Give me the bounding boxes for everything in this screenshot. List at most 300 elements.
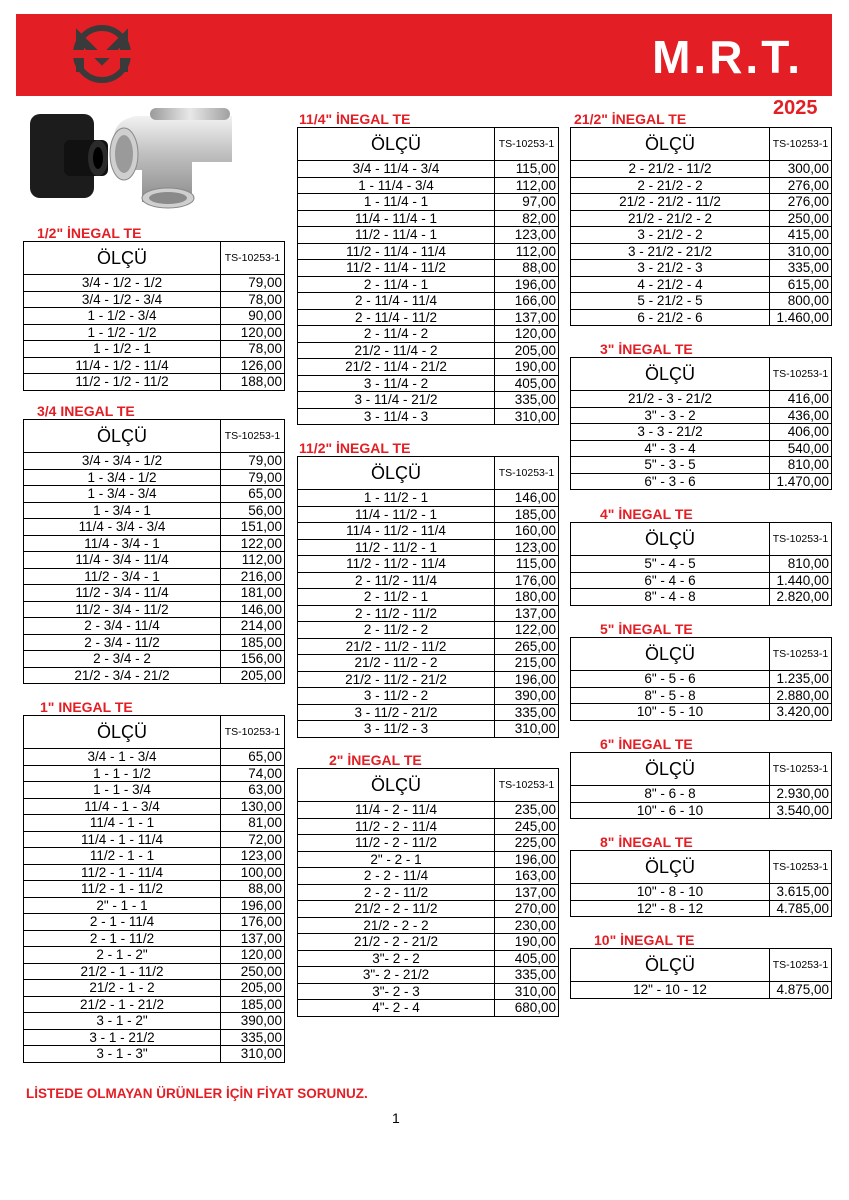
size-cell: 3" - 3 - 2 — [571, 407, 770, 424]
price-table — [570, 357, 832, 490]
size-cell: 21/2 - 11/2 - 21/2 — [298, 671, 495, 688]
table-row — [298, 523, 559, 540]
price-section — [570, 621, 832, 721]
price-cell: 146,00 — [495, 490, 559, 507]
section-title: 1/2" İNEGAL TE — [37, 225, 142, 241]
size-cell: 2 - 21/2 - 2 — [571, 177, 770, 194]
size-cell: 4" - 3 - 4 — [571, 440, 770, 457]
size-cell: 21/2 - 21/2 - 2 — [571, 210, 770, 227]
standard-column-header: TS-10253-1 — [770, 851, 832, 884]
table-row — [571, 786, 832, 803]
size-cell: 5 - 21/2 - 5 — [571, 293, 770, 310]
section-title: 6" İNEGAL TE — [600, 736, 693, 752]
price-cell: 123,00 — [495, 227, 559, 244]
section-title: 2" İNEGAL TE — [329, 752, 422, 768]
section-title: 21/2" İNEGAL TE — [574, 111, 687, 127]
size-cell: 1 - 1 - 3/4 — [24, 782, 221, 799]
size-column-header: ÖLÇÜ — [298, 128, 495, 161]
table-row — [571, 309, 832, 326]
table-row — [298, 884, 559, 901]
price-cell: 436,00 — [770, 407, 832, 424]
price-cell: 126,00 — [221, 357, 285, 374]
size-cell: 11/4 - 2 - 11/4 — [298, 802, 495, 819]
price-table — [570, 850, 832, 917]
price-cell: 335,00 — [221, 1029, 285, 1046]
table-row — [24, 749, 285, 766]
price-cell: 310,00 — [495, 983, 559, 1000]
size-cell: 1 - 11/4 - 3/4 — [298, 177, 495, 194]
price-cell: 78,00 — [221, 291, 285, 308]
table-row — [24, 996, 285, 1013]
size-cell: 11/2 - 1 - 11/2 — [24, 881, 221, 898]
size-cell: 3 - 11/2 - 3 — [298, 721, 495, 738]
price-cell: 4.875,00 — [770, 982, 832, 999]
table-row — [571, 407, 832, 424]
size-cell: 8" - 4 - 8 — [571, 589, 770, 606]
table-row — [571, 900, 832, 917]
table-row — [298, 934, 559, 951]
size-cell: 21/2 - 11/2 - 11/2 — [298, 638, 495, 655]
table-row — [298, 802, 559, 819]
price-cell: 276,00 — [770, 194, 832, 211]
price-cell: 181,00 — [221, 585, 285, 602]
price-cell: 185,00 — [221, 996, 285, 1013]
size-cell: 21/2 - 1 - 11/2 — [24, 963, 221, 980]
table-row — [24, 980, 285, 997]
table-row — [24, 308, 285, 325]
size-column-header: ÖLÇÜ — [571, 128, 770, 161]
price-cell: 180,00 — [495, 589, 559, 606]
price-cell: 122,00 — [495, 622, 559, 639]
price-cell: 3.615,00 — [770, 884, 832, 901]
table-header-row — [571, 753, 832, 786]
table-header-row — [298, 769, 559, 802]
table-row — [24, 502, 285, 519]
price-cell: 810,00 — [770, 457, 832, 474]
size-cell: 1 - 1/2 - 1 — [24, 341, 221, 358]
table-row — [298, 622, 559, 639]
price-cell: 335,00 — [495, 704, 559, 721]
table-row — [24, 963, 285, 980]
table-header-row — [298, 457, 559, 490]
size-cell: 3 - 11/2 - 2 — [298, 688, 495, 705]
size-cell: 11/4 - 1 - 1 — [24, 815, 221, 832]
standard-column-header: TS-10253-1 — [221, 716, 285, 749]
price-section — [570, 341, 832, 490]
table-row — [571, 177, 832, 194]
size-cell: 3 - 11/4 - 2 — [298, 375, 495, 392]
table-row — [571, 243, 832, 260]
table-row — [298, 572, 559, 589]
size-cell: 2 - 11/2 - 11/4 — [298, 572, 495, 589]
size-cell: 11/4 - 3/4 - 1 — [24, 535, 221, 552]
price-cell: 680,00 — [495, 1000, 559, 1017]
size-cell: 2 - 1 - 11/4 — [24, 914, 221, 931]
size-cell: 2 - 3/4 - 11/2 — [24, 634, 221, 651]
price-cell: 310,00 — [495, 721, 559, 738]
standard-column-header: TS-10253-1 — [770, 523, 832, 556]
size-cell: 1 - 1 - 1/2 — [24, 765, 221, 782]
price-cell: 214,00 — [221, 618, 285, 635]
size-cell: 3 - 1 - 3" — [24, 1046, 221, 1063]
table-row — [571, 194, 832, 211]
price-cell: 3.420,00 — [770, 704, 832, 721]
size-cell: 11/2 - 2 - 11/4 — [298, 818, 495, 835]
table-row — [298, 177, 559, 194]
size-cell: 2 - 11/4 - 11/2 — [298, 309, 495, 326]
price-table — [297, 456, 559, 738]
table-row — [298, 818, 559, 835]
table-header-row — [24, 420, 285, 453]
size-cell: 21/2 - 2 - 2 — [298, 917, 495, 934]
size-cell: 11/2 - 11/4 - 11/2 — [298, 260, 495, 277]
table-row — [24, 291, 285, 308]
size-cell: 3 - 1 - 21/2 — [24, 1029, 221, 1046]
size-cell: 21/2 - 1 - 2 — [24, 980, 221, 997]
price-cell: 120,00 — [221, 947, 285, 964]
size-cell: 6" - 3 - 6 — [571, 473, 770, 490]
table-row — [24, 947, 285, 964]
price-cell: 810,00 — [770, 556, 832, 573]
size-cell: 21/2 - 1 - 21/2 — [24, 996, 221, 1013]
table-row — [24, 651, 285, 668]
size-cell: 3 - 11/4 - 21/2 — [298, 392, 495, 409]
section-title: 8" İNEGAL TE — [600, 834, 693, 850]
size-cell: 1 - 1/2 - 3/4 — [24, 308, 221, 325]
size-cell: 3 - 11/4 - 3 — [298, 408, 495, 425]
price-table — [570, 948, 832, 999]
section-title: 3/4 INEGAL TE — [37, 403, 135, 419]
size-cell: 2 - 3/4 - 11/4 — [24, 618, 221, 635]
table-row — [24, 881, 285, 898]
table-row — [24, 453, 285, 470]
table-row — [24, 930, 285, 947]
size-column-header: ÖLÇÜ — [24, 242, 221, 275]
size-cell: 3 - 1 - 2" — [24, 1013, 221, 1030]
price-table — [297, 768, 559, 1017]
table-row — [298, 589, 559, 606]
table-row — [298, 967, 559, 984]
price-cell: 88,00 — [495, 260, 559, 277]
price-cell: 112,00 — [495, 177, 559, 194]
size-cell: 4 - 21/2 - 4 — [571, 276, 770, 293]
size-cell: 2 - 11/4 - 1 — [298, 276, 495, 293]
table-row — [24, 864, 285, 881]
table-row — [24, 469, 285, 486]
size-cell: 11/4 - 1/2 - 11/4 — [24, 357, 221, 374]
standard-column-header: TS-10253-1 — [221, 242, 285, 275]
table-row — [24, 601, 285, 618]
price-cell: 335,00 — [495, 967, 559, 984]
size-column-header: ÖLÇÜ — [24, 420, 221, 453]
table-row — [298, 671, 559, 688]
size-cell: 11/4 - 1 - 11/4 — [24, 831, 221, 848]
table-header-row — [24, 242, 285, 275]
size-cell: 3 - 3 - 21/2 — [571, 424, 770, 441]
size-cell: 1 - 11/2 - 1 — [298, 490, 495, 507]
price-cell: 310,00 — [221, 1046, 285, 1063]
price-section — [297, 111, 559, 425]
price-cell: 160,00 — [495, 523, 559, 540]
size-cell: 1 - 3/4 - 1/2 — [24, 469, 221, 486]
table-row — [298, 917, 559, 934]
table-row — [298, 260, 559, 277]
price-cell: 82,00 — [495, 210, 559, 227]
table-header-row — [571, 949, 832, 982]
price-cell: 112,00 — [221, 552, 285, 569]
table-row — [298, 506, 559, 523]
table-row — [298, 983, 559, 1000]
size-cell: 3/4 - 1 - 3/4 — [24, 749, 221, 766]
table-row — [298, 704, 559, 721]
price-cell: 1.460,00 — [770, 309, 832, 326]
price-cell: 130,00 — [221, 798, 285, 815]
price-cell: 415,00 — [770, 227, 832, 244]
table-row — [24, 765, 285, 782]
price-cell: 250,00 — [221, 963, 285, 980]
price-table — [570, 752, 832, 819]
table-row — [24, 1029, 285, 1046]
price-table — [23, 241, 285, 391]
table-row — [24, 552, 285, 569]
standard-column-header: TS-10253-1 — [770, 128, 832, 161]
price-table — [570, 522, 832, 606]
size-cell: 6" - 4 - 6 — [571, 572, 770, 589]
table-row — [571, 884, 832, 901]
size-column-header: ÖLÇÜ — [298, 769, 495, 802]
table-row — [24, 848, 285, 865]
price-cell: 416,00 — [770, 391, 832, 408]
price-cell: 196,00 — [495, 276, 559, 293]
size-cell: 2 - 1 - 2" — [24, 947, 221, 964]
price-cell: 88,00 — [221, 881, 285, 898]
price-section — [570, 834, 832, 917]
table-row — [571, 473, 832, 490]
price-table — [23, 419, 285, 684]
size-cell: 21/2 - 2 - 11/2 — [298, 901, 495, 918]
size-cell: 2 - 11/2 - 11/2 — [298, 605, 495, 622]
page-number: 1 — [392, 1110, 400, 1126]
price-section — [297, 440, 559, 738]
price-cell: 230,00 — [495, 917, 559, 934]
table-row — [24, 634, 285, 651]
table-row — [571, 982, 832, 999]
table-row — [571, 687, 832, 704]
table-row — [24, 568, 285, 585]
table-row — [298, 194, 559, 211]
price-table — [570, 127, 832, 326]
price-cell: 2.880,00 — [770, 687, 832, 704]
table-row — [571, 704, 832, 721]
footer-note: LİSTEDE OLMAYAN ÜRÜNLER İÇİN FİYAT SORUNUZ. — [26, 1086, 368, 1101]
size-cell: 11/4 - 11/2 - 1 — [298, 506, 495, 523]
price-cell: 137,00 — [221, 930, 285, 947]
price-cell: 79,00 — [221, 453, 285, 470]
price-cell: 405,00 — [495, 950, 559, 967]
price-table — [23, 715, 285, 1063]
standard-column-header: TS-10253-1 — [495, 457, 559, 490]
size-cell: 2 - 11/4 - 11/4 — [298, 293, 495, 310]
mrt-logo-icon — [70, 24, 134, 84]
price-cell: 215,00 — [495, 655, 559, 672]
size-cell: 2 - 11/4 - 2 — [298, 326, 495, 343]
section-title: 10" İNEGAL TE — [594, 932, 695, 948]
size-cell: 11/4 - 11/2 - 11/4 — [298, 523, 495, 540]
size-cell: 11/4 - 1 - 3/4 — [24, 798, 221, 815]
size-cell: 10" - 8 - 10 — [571, 884, 770, 901]
table-row — [24, 486, 285, 503]
table-row — [298, 408, 559, 425]
size-cell: 2 - 21/2 - 11/2 — [571, 161, 770, 178]
price-cell: 188,00 — [221, 374, 285, 391]
size-cell: 11/2 - 3/4 - 1 — [24, 568, 221, 585]
price-cell: 190,00 — [495, 934, 559, 951]
size-cell: 2 - 11/2 - 2 — [298, 622, 495, 639]
table-row — [24, 815, 285, 832]
price-cell: 56,00 — [221, 502, 285, 519]
price-table — [570, 637, 832, 721]
table-header-row — [571, 638, 832, 671]
size-cell: 11/4 - 3/4 - 3/4 — [24, 519, 221, 536]
price-cell: 81,00 — [221, 815, 285, 832]
size-cell: 10" - 6 - 10 — [571, 802, 770, 819]
size-cell: 3"- 2 - 2 — [298, 950, 495, 967]
table-row — [571, 572, 832, 589]
table-row — [571, 440, 832, 457]
price-section — [570, 111, 832, 326]
table-row — [298, 293, 559, 310]
size-cell: 2" - 2 - 1 — [298, 851, 495, 868]
price-cell: 120,00 — [495, 326, 559, 343]
section-title: 1" INEGAL TE — [40, 699, 133, 715]
table-row — [571, 424, 832, 441]
price-cell: 196,00 — [495, 671, 559, 688]
table-row — [571, 260, 832, 277]
table-row — [571, 802, 832, 819]
table-row — [24, 324, 285, 341]
table-row — [298, 375, 559, 392]
size-cell: 21/2 - 3/4 - 21/2 — [24, 667, 221, 684]
price-cell: 63,00 — [221, 782, 285, 799]
table-row — [571, 161, 832, 178]
price-cell: 1.470,00 — [770, 473, 832, 490]
price-cell: 79,00 — [221, 469, 285, 486]
table-row — [298, 1000, 559, 1017]
table-row — [24, 1013, 285, 1030]
price-cell: 137,00 — [495, 309, 559, 326]
size-cell: 21/2 - 2 - 21/2 — [298, 934, 495, 951]
standard-column-header: TS-10253-1 — [770, 638, 832, 671]
table-row — [298, 688, 559, 705]
brand-name: M.R.T. — [652, 31, 803, 83]
table-header-row — [24, 716, 285, 749]
price-section — [23, 403, 285, 684]
price-cell: 185,00 — [221, 634, 285, 651]
table-row — [571, 556, 832, 573]
table-row — [298, 539, 559, 556]
table-row — [24, 374, 285, 391]
price-cell: 122,00 — [221, 535, 285, 552]
size-cell: 3"- 2 - 21/2 — [298, 967, 495, 984]
size-column-header: ÖLÇÜ — [571, 638, 770, 671]
table-row — [24, 667, 285, 684]
price-cell: 176,00 — [495, 572, 559, 589]
table-row — [298, 276, 559, 293]
table-row — [571, 276, 832, 293]
price-cell: 151,00 — [221, 519, 285, 536]
size-cell: 1 - 11/4 - 1 — [298, 194, 495, 211]
price-table — [297, 127, 559, 425]
price-cell: 78,00 — [221, 341, 285, 358]
table-header-row — [571, 358, 832, 391]
price-cell: 156,00 — [221, 651, 285, 668]
standard-column-header: TS-10253-1 — [495, 769, 559, 802]
size-column-header: ÖLÇÜ — [24, 716, 221, 749]
price-cell: 310,00 — [770, 243, 832, 260]
price-section — [23, 699, 285, 1063]
size-column-header: ÖLÇÜ — [571, 949, 770, 982]
size-cell: 3 - 21/2 - 21/2 — [571, 243, 770, 260]
table-row — [24, 519, 285, 536]
table-row — [571, 293, 832, 310]
size-cell: 11/2 - 3/4 - 11/4 — [24, 585, 221, 602]
size-column-header: ÖLÇÜ — [571, 753, 770, 786]
price-cell: 2.930,00 — [770, 786, 832, 803]
price-cell: 74,00 — [221, 765, 285, 782]
size-cell: 3 - 11/2 - 21/2 — [298, 704, 495, 721]
price-cell: 112,00 — [495, 243, 559, 260]
price-cell: 310,00 — [495, 408, 559, 425]
size-cell: 11/2 - 1 - 11/4 — [24, 864, 221, 881]
size-cell: 2" - 1 - 1 — [24, 897, 221, 914]
size-column-header: ÖLÇÜ — [298, 457, 495, 490]
size-cell: 11/2 - 1 - 1 — [24, 848, 221, 865]
table-row — [298, 901, 559, 918]
section-title: 3" İNEGAL TE — [600, 341, 693, 357]
size-column-header: ÖLÇÜ — [571, 523, 770, 556]
price-section — [570, 932, 832, 999]
standard-column-header: TS-10253-1 — [770, 753, 832, 786]
price-cell: 65,00 — [221, 486, 285, 503]
size-cell: 21/2 - 11/4 - 2 — [298, 342, 495, 359]
price-cell: 1.440,00 — [770, 572, 832, 589]
table-row — [571, 210, 832, 227]
price-cell: 615,00 — [770, 276, 832, 293]
size-cell: 2 - 11/2 - 1 — [298, 589, 495, 606]
tee-fittings-image — [24, 100, 236, 210]
table-row — [24, 618, 285, 635]
price-cell: 115,00 — [495, 161, 559, 178]
price-cell: 335,00 — [495, 392, 559, 409]
price-cell: 115,00 — [495, 556, 559, 573]
size-cell: 4"- 2 - 4 — [298, 1000, 495, 1017]
size-cell: 5" - 4 - 5 — [571, 556, 770, 573]
table-row — [298, 655, 559, 672]
size-cell: 5" - 3 - 5 — [571, 457, 770, 474]
size-cell: 11/2 - 11/2 - 1 — [298, 539, 495, 556]
price-cell: 3.540,00 — [770, 802, 832, 819]
price-cell: 146,00 — [221, 601, 285, 618]
size-cell: 11/2 - 11/2 - 11/4 — [298, 556, 495, 573]
size-column-header: ÖLÇÜ — [571, 358, 770, 391]
price-cell: 205,00 — [221, 667, 285, 684]
table-row — [298, 210, 559, 227]
table-row — [298, 605, 559, 622]
price-cell: 390,00 — [221, 1013, 285, 1030]
price-cell: 235,00 — [495, 802, 559, 819]
section-title: 4" İNEGAL TE — [600, 506, 693, 522]
size-cell: 3/4 - 3/4 - 1/2 — [24, 453, 221, 470]
